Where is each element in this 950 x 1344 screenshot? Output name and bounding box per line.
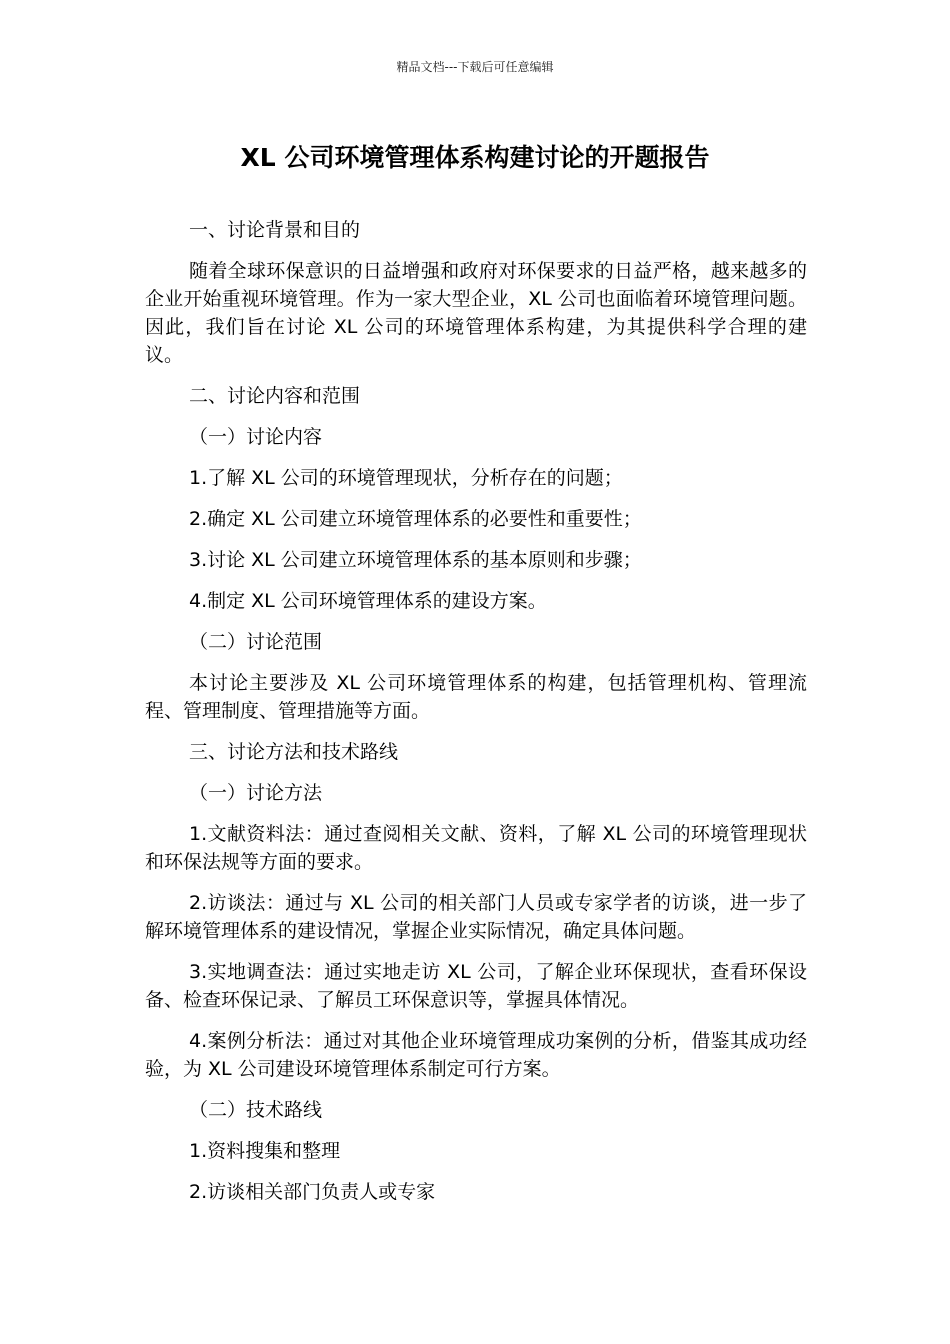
document-body [145,216,807,1206]
document-title: XL 公司环境管理体系构建讨论的开题报告 [240,143,710,172]
section-heading-methods: 三、讨论方法和技术路线 [189,741,399,763]
subheading-technical-route: （二）技术路线 [189,1099,323,1121]
subheading-scope: （二）讨论范围 [189,631,323,653]
section-heading-content-scope: 二、讨论内容和范围 [189,385,361,407]
route-item: 1.资料搜集和整理 [189,1140,341,1162]
method-item: 2.访谈法：通过与 XL 公司的相关部门人员或专家学者的访谈，进一步了解环境管理体系的建设情况，掌握企业实际情况，确定具体问题。 [145,892,807,942]
scope-paragraph: 本讨论主要涉及 XL 公司环境管理体系的构建，包括管理机构、管理流程、管理制度、管理措施等方面。 [145,672,807,722]
content-item: 3.讨论 XL 公司建立环境管理体系的基本原则和步骤； [189,549,642,571]
content-item: 1.了解 XL 公司的环境管理现状，分析存在的问题； [189,467,623,489]
method-item: 1.文献资料法：通过查阅相关文献、资料，了解 XL 公司的环境管理现状和环保法规等方面的要求。 [145,823,807,873]
subheading-content: （一）讨论内容 [189,426,323,448]
content-item: 4.制定 XL 公司环境管理体系的建设方案。 [189,590,547,612]
header-note: 精品文档---下载后可任意编辑 [396,60,554,74]
method-item: 4.案例分析法：通过对其他企业环境管理成功案例的分析，借鉴其成功经验，为 XL 公司建设环境管理体系制定可行方案。 [145,1030,807,1080]
content-item: 2.确定 XL 公司建立环境管理体系的必要性和重要性； [189,508,642,530]
route-item: 2.访谈相关部门负责人或专家 [189,1181,436,1203]
section-heading-background: 一、讨论背景和目的 [189,219,361,241]
method-item: 3.实地调查法：通过实地走访 XL 公司，了解企业环保现状，查看环保设备、检查环保记录、了解员工环保意识等，掌握具体情况。 [145,961,807,1011]
subheading-methods: （一）讨论方法 [189,782,323,804]
background-paragraph: 随着全球环保意识的日益增强和政府对环保要求的日益严格，越来越多的企业开始重视环境管理。作为一家大型企业，XL 公司也面临着环境管理问题。因此，我们旨在讨论 XL 公司的环境管理体系构建，为其提供科学合理的建议。 [145,260,807,366]
